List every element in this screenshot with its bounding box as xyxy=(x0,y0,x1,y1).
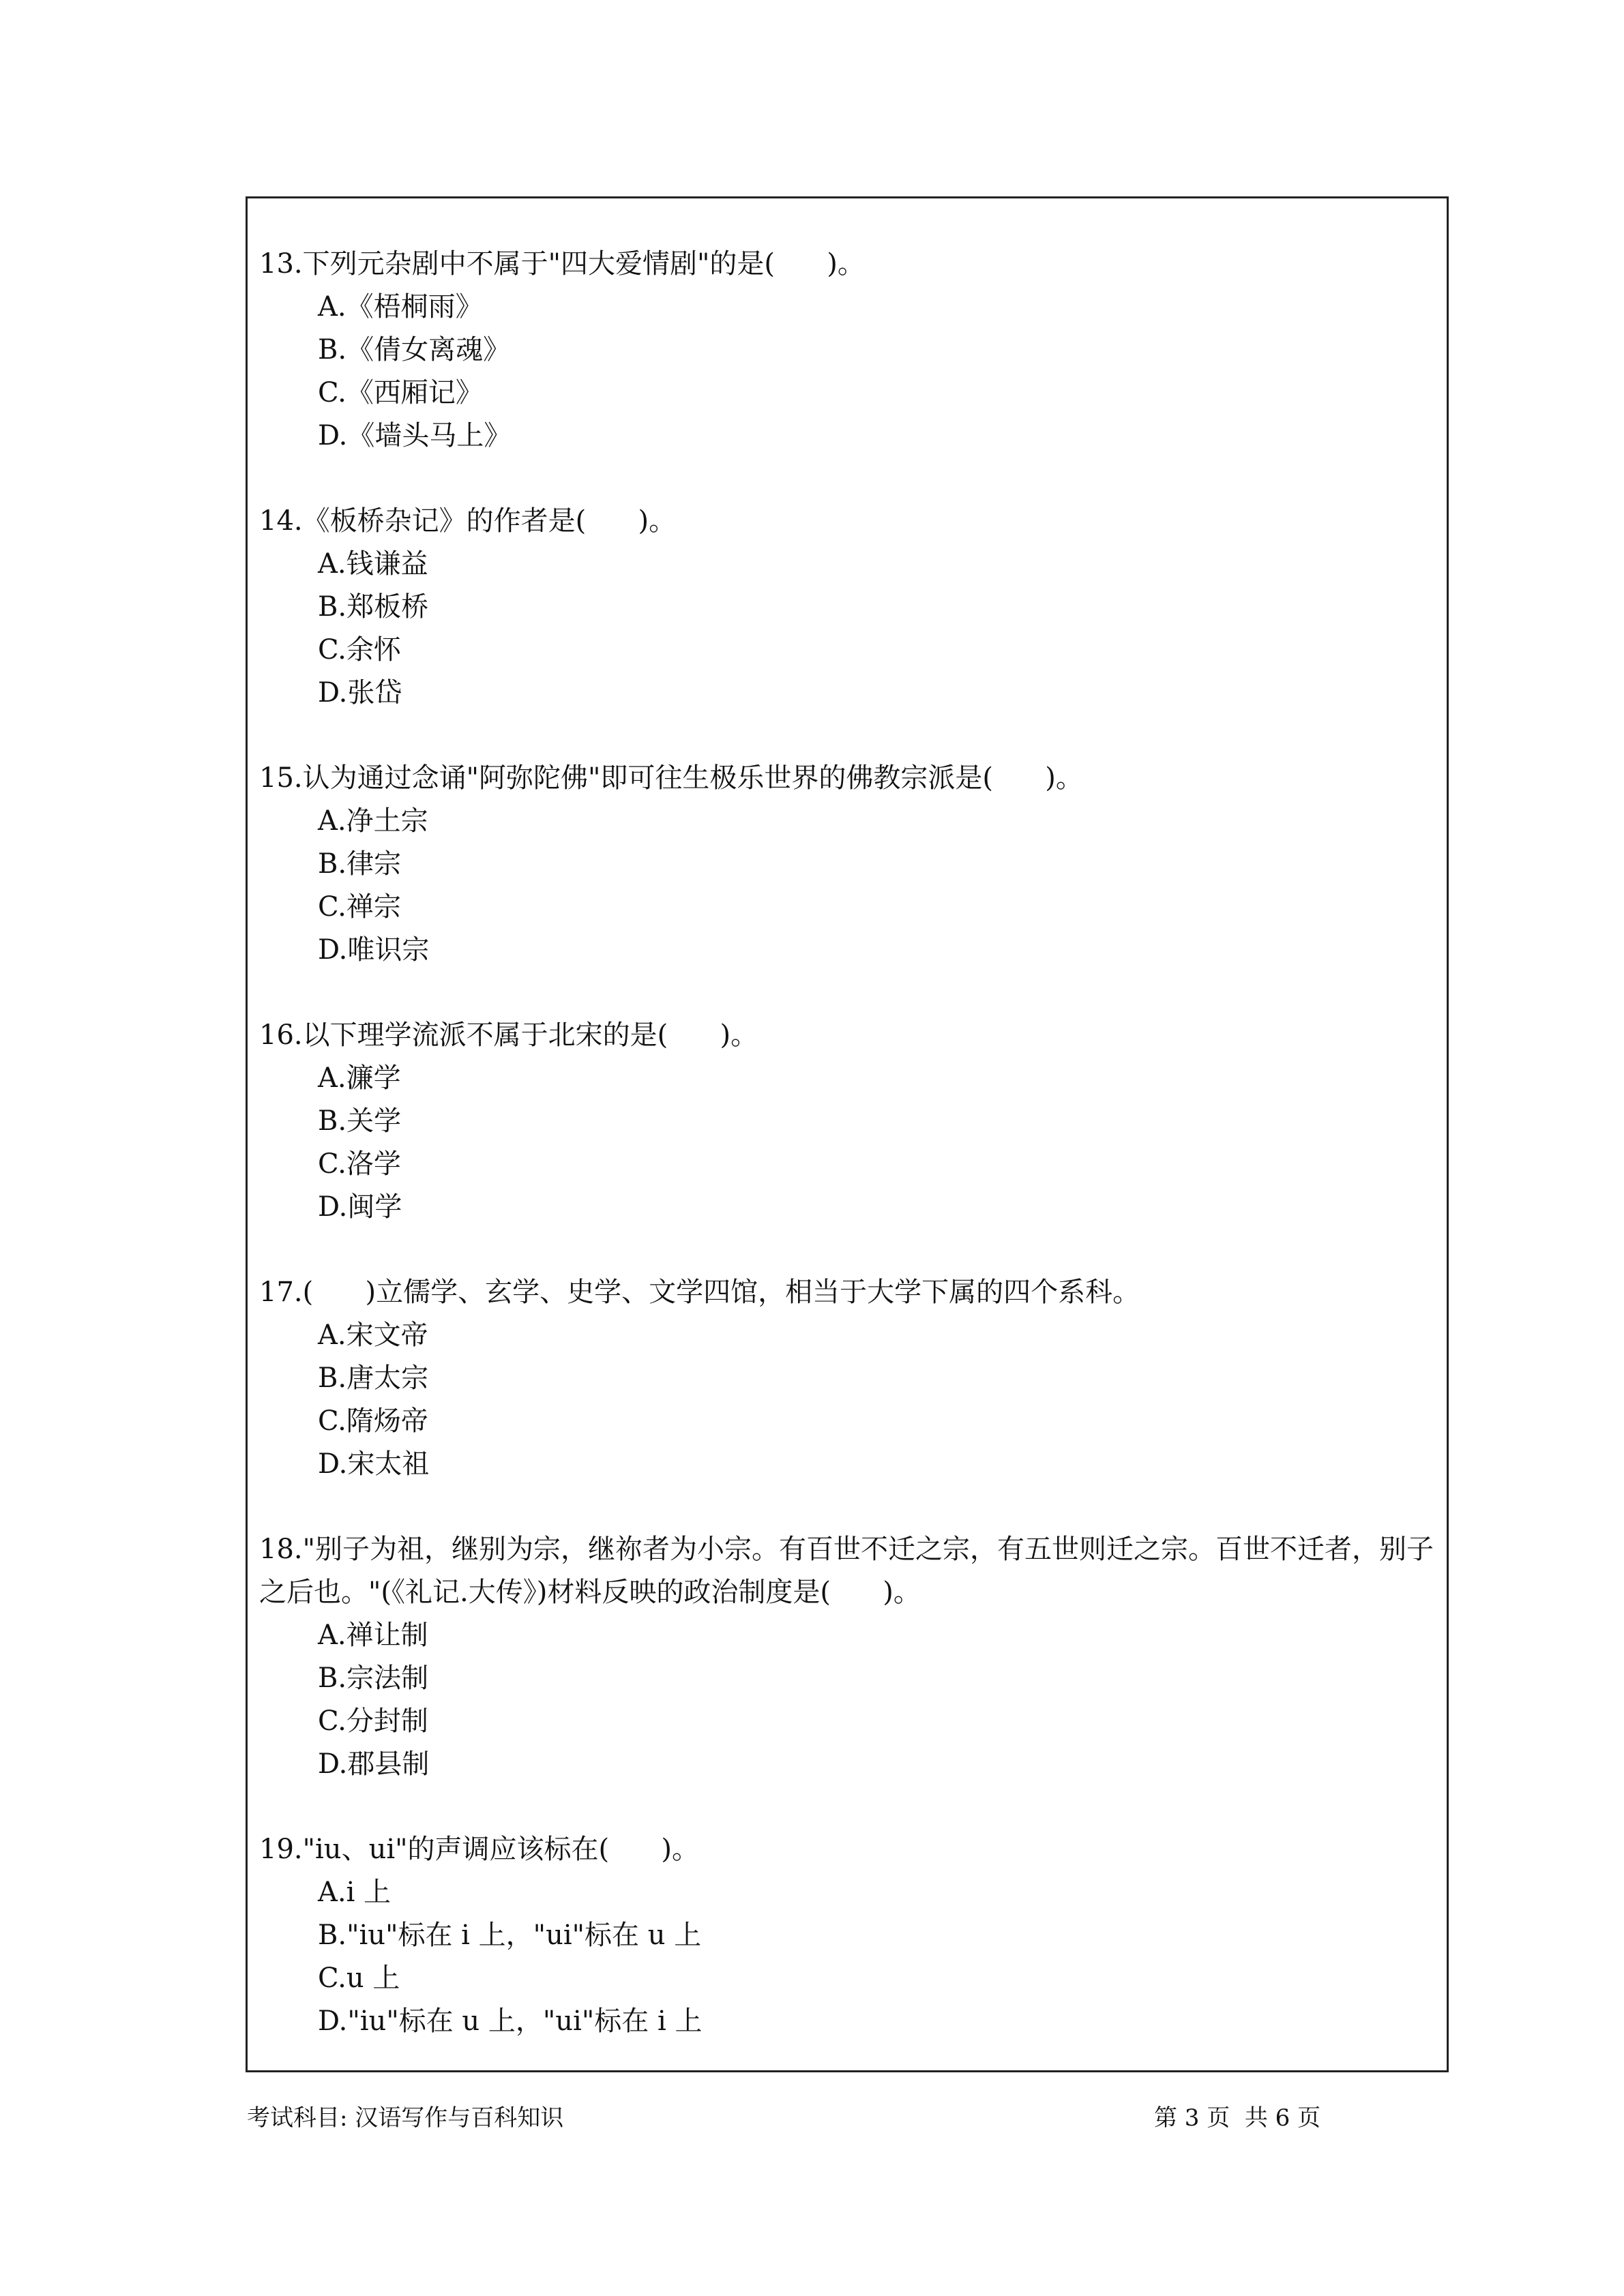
question-stem: 18."别子为祖，继别为宗，继祢者为小宗。有百世不迁之宗，有五世则迁之宗。百世不迁者，别子之后也。"(《礼记.大传》)材料反映的政治制度是( )。 xyxy=(259,1534,1434,1608)
question-stem: 16.以下理学流派不属于北宋的是( )。 xyxy=(259,1019,758,1051)
option-d: D.闽学 xyxy=(318,1191,402,1223)
option-b: B.宗法制 xyxy=(318,1663,429,1694)
option-b: B.律宗 xyxy=(318,848,402,880)
question-stem: 17.( )立儒学、玄学、史学、文学四馆，相当于大学下属的四个系科。 xyxy=(259,1277,1140,1308)
option-a: A.i 上 xyxy=(318,1877,392,1908)
option-a: A.禅让制 xyxy=(318,1620,428,1651)
option-a: A.濂学 xyxy=(318,1062,401,1094)
question-16 xyxy=(259,1014,1439,1229)
option-d: D.唯识宗 xyxy=(318,934,430,966)
question-18 xyxy=(259,1528,1439,1786)
option-c: C.u 上 xyxy=(318,1963,400,1994)
question-list xyxy=(259,243,1439,2085)
question-17 xyxy=(259,1271,1439,1486)
option-c: C.洛学 xyxy=(318,1148,401,1180)
question-13 xyxy=(259,243,1439,458)
question-stem: 13.下列元杂剧中不属于"四大爱情剧"的是( )。 xyxy=(259,248,865,280)
option-c: C.《西厢记》 xyxy=(318,377,483,408)
option-a: A.《梧桐雨》 xyxy=(318,291,483,323)
option-a: A.钱谦益 xyxy=(318,548,428,580)
option-b: B.郑板桥 xyxy=(318,591,429,623)
option-c: C.禅宗 xyxy=(318,891,401,923)
footer-subject: 考试科目: 汉语写作与百科知识 xyxy=(247,2104,564,2132)
option-a: A.宋文帝 xyxy=(318,1320,428,1351)
question-stem: 14.《板桥杂记》的作者是( )。 xyxy=(259,505,677,537)
option-d: D.张岱 xyxy=(318,677,402,709)
option-c: C.余怀 xyxy=(318,634,401,666)
option-b: B."iu"标在 i 上，"ui"标在 u 上 xyxy=(318,1920,702,1951)
option-c: C.分封制 xyxy=(318,1705,428,1737)
question-19 xyxy=(259,1828,1439,2043)
option-d: D.宋太祖 xyxy=(318,1448,430,1480)
option-d: D.《墙头马上》 xyxy=(318,420,512,451)
option-b: B.《倩女离魂》 xyxy=(318,334,511,366)
question-15 xyxy=(259,757,1439,972)
option-a: A.净土宗 xyxy=(318,805,428,837)
question-14 xyxy=(259,500,1439,715)
question-stem: 15.认为通过念诵"阿弥陀佛"即可往生极乐世界的佛教宗派是( )。 xyxy=(259,762,1083,794)
footer-page-number: 第 3 页 共 6 页 xyxy=(1154,2104,1321,2132)
option-b: B.唐太宗 xyxy=(318,1362,429,1394)
option-c: C.隋炀帝 xyxy=(318,1405,428,1437)
question-stem: 19."iu、ui"的声调应该标在( )。 xyxy=(259,1834,700,1865)
option-d: D."iu"标在 u 上，"ui"标在 i 上 xyxy=(318,2006,703,2037)
option-b: B.关学 xyxy=(318,1105,402,1137)
option-d: D.郡县制 xyxy=(318,1748,430,1780)
